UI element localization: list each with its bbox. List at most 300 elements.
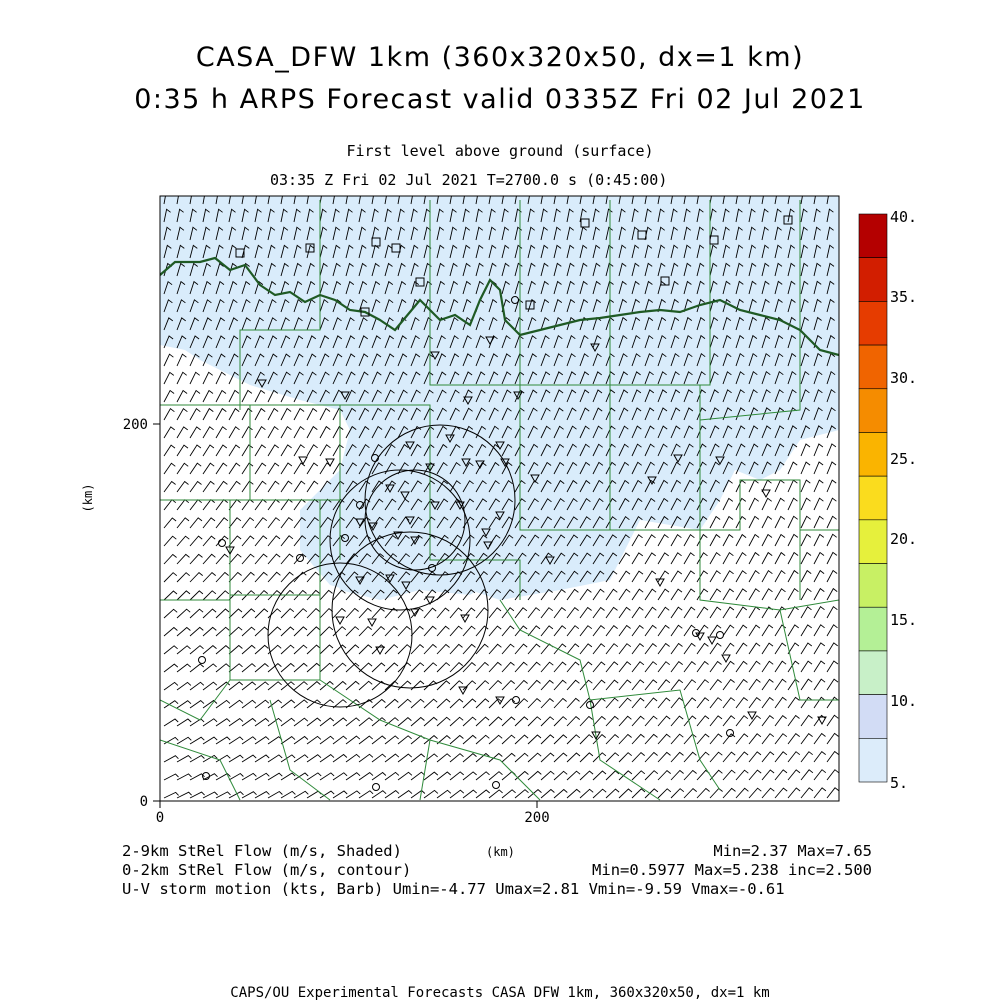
wind-barb (164, 555, 177, 565)
wind-barb (294, 409, 304, 421)
wind-barb (333, 682, 346, 691)
wind-barb (320, 718, 334, 726)
wind-barb (801, 715, 813, 726)
wind-barb (775, 553, 785, 564)
wind-barb (788, 480, 797, 492)
wind-barb (463, 626, 475, 636)
station-triangle (708, 637, 716, 644)
wind-barb (788, 752, 800, 762)
county-line (780, 610, 839, 700)
wind-barb (359, 608, 372, 618)
wind-barb (593, 626, 605, 636)
wind-barb (580, 608, 592, 619)
wind-barb (632, 571, 643, 582)
wind-barb (281, 445, 292, 456)
wind-barb (242, 481, 253, 492)
wind-barb (216, 591, 229, 600)
wind-barb (736, 571, 747, 582)
wind-barb (190, 682, 204, 690)
wind-barb (268, 554, 280, 564)
wind-barb (281, 572, 293, 582)
wind-barb (684, 535, 694, 546)
wind-barb (346, 736, 360, 744)
wind-barb (684, 607, 695, 618)
wind-barb (177, 701, 191, 708)
wind-barb (359, 627, 372, 636)
wind-barb (632, 553, 643, 564)
wind-barb (164, 354, 173, 366)
wind-barb (385, 663, 398, 672)
wind-barb (541, 717, 554, 726)
wind-barb (164, 737, 178, 744)
wind-barb (203, 445, 214, 456)
wind-barb (307, 736, 321, 744)
wind-barb (255, 500, 267, 511)
wind-barb (242, 773, 256, 780)
wind-barb (749, 788, 761, 798)
wind-barb (437, 663, 450, 672)
wind-barb (528, 753, 541, 762)
county-line (420, 740, 430, 800)
county-line (270, 700, 330, 800)
wind-barb (528, 735, 541, 744)
wind-barb (216, 664, 230, 672)
wind-barb (164, 591, 177, 600)
wind-barb (385, 736, 399, 744)
wind-barb (554, 717, 567, 726)
wind-barb (671, 589, 682, 600)
wind-barb (411, 626, 424, 636)
wind-barb (372, 791, 386, 798)
wind-barb (424, 626, 436, 636)
wind-barb (515, 717, 528, 726)
wind-barb (372, 700, 385, 709)
wind-barb (294, 554, 306, 564)
wind-barb (606, 662, 618, 672)
wind-barb (320, 609, 333, 618)
wind-barb (255, 664, 269, 672)
wind-barb (476, 699, 489, 708)
wind-barb (554, 608, 566, 618)
wind-barb (281, 664, 294, 673)
wind-barb (177, 482, 189, 493)
wind-barb (827, 643, 838, 654)
wind-barb (801, 516, 811, 528)
station-triangle (762, 490, 770, 497)
wind-barb (658, 589, 669, 600)
wind-barb (372, 663, 385, 672)
wind-barb (762, 589, 773, 600)
wind-barb (437, 754, 451, 762)
wind-barb (827, 552, 837, 564)
wind-barb (541, 680, 554, 690)
x-tick-label-200: 200 (524, 810, 550, 826)
wind-barb (203, 682, 217, 690)
wind-barb (450, 608, 462, 618)
wind-barb (164, 445, 175, 456)
wind-barb (203, 372, 213, 384)
wind-barb (567, 608, 579, 618)
wind-barb (164, 409, 174, 420)
colorbar-label-5: 5. (890, 774, 909, 792)
wind-barb (554, 753, 567, 762)
wind-barb (398, 627, 411, 637)
wind-barb (281, 481, 292, 492)
wind-barb (762, 498, 772, 510)
colorbar-box (859, 695, 887, 739)
wind-barb (268, 463, 279, 474)
colorbar-box (859, 564, 887, 608)
wind-barb (333, 736, 347, 744)
colorbar-label-10: 10. (890, 692, 918, 710)
wind-barb (489, 662, 502, 672)
wind-barb (801, 553, 811, 565)
wind-barb (190, 756, 204, 763)
wind-barb (697, 698, 709, 708)
wind-barb (749, 679, 760, 690)
wind-barb (203, 737, 217, 744)
colorbar-box (859, 389, 887, 433)
wind-barb (723, 517, 733, 529)
wind-barb (242, 755, 256, 762)
wind-barb (320, 663, 333, 672)
wind-barb (762, 734, 774, 744)
wind-barb (697, 553, 708, 564)
wind-barb (463, 644, 476, 654)
wind-barb (645, 698, 657, 708)
wind-barb (333, 408, 343, 420)
wind-barb (658, 789, 671, 798)
wind-barb (164, 536, 176, 546)
wind-barb (788, 516, 798, 528)
wind-barb (489, 772, 503, 780)
wind-barb (749, 607, 760, 618)
wind-barb (463, 790, 477, 798)
legend-shaded-range: Min=2.37 Max=7.65 (713, 842, 872, 860)
wind-barb (736, 480, 746, 492)
wind-barb (463, 754, 477, 762)
wind-barb (684, 553, 695, 564)
wind-barb (177, 646, 191, 654)
wind-barb (658, 662, 670, 672)
wind-barb (502, 717, 515, 726)
wind-barb (177, 591, 190, 600)
wind-barb (814, 770, 826, 780)
wind-barb (684, 680, 696, 690)
station-triangle (299, 457, 307, 464)
wind-barb (645, 607, 656, 618)
wind-barb (216, 409, 226, 420)
wind-barb (788, 697, 799, 708)
wind-barb (307, 663, 320, 672)
wind-barb (242, 572, 255, 582)
wind-barb (463, 772, 477, 780)
county-line (500, 600, 720, 790)
wind-barb (528, 644, 540, 654)
wind-barb (255, 737, 269, 744)
colorbar-box (859, 651, 887, 695)
wind-barb (788, 734, 800, 744)
wind-barb (697, 789, 710, 799)
wind-barb (814, 571, 824, 582)
wind-barb (489, 608, 501, 618)
colorbar-label-15: 15. (890, 611, 918, 629)
legend-shaded: 2-9km StRel Flow (m/s, Shaded) (122, 842, 402, 860)
wind-barb (814, 752, 826, 762)
wind-barb (723, 553, 733, 564)
wind-barb (281, 463, 292, 474)
wind-barb (528, 608, 540, 618)
wind-barb (671, 789, 684, 798)
wind-barb (814, 679, 825, 690)
wind-barb (632, 644, 644, 654)
wind-barb (372, 773, 386, 781)
wind-barb (632, 535, 643, 546)
wind-barb (229, 737, 243, 744)
wind-barb (827, 752, 839, 763)
wind-barb (749, 752, 761, 762)
wind-barb (307, 463, 318, 474)
wind-barb (775, 734, 787, 744)
wind-barb (567, 662, 579, 672)
wind-barb (697, 662, 709, 673)
wind-barb (242, 792, 257, 798)
wind-barb (762, 643, 773, 654)
wind-barb (723, 498, 733, 510)
wind-barb (736, 535, 746, 546)
wind-barb (476, 735, 489, 744)
wind-barb (164, 518, 176, 528)
wind-barb (658, 625, 669, 636)
wind-barb (268, 500, 280, 511)
wind-barb (619, 771, 632, 780)
wind-barb (736, 643, 747, 654)
wind-barb (437, 772, 451, 780)
wind-barb (697, 734, 709, 744)
wind-barb (437, 717, 450, 726)
wind-barb (216, 737, 230, 744)
wind-barb (723, 788, 736, 798)
wind-barb (216, 481, 227, 492)
wind-barb (736, 517, 746, 529)
wind-barb (775, 480, 784, 492)
wind-barb (281, 627, 294, 636)
wind-barb (658, 716, 670, 726)
wind-barb (736, 553, 746, 564)
wind-barb (320, 773, 334, 780)
wind-barb (515, 662, 527, 672)
wind-barb (177, 500, 189, 510)
wind-barb (632, 662, 644, 672)
wind-barb (177, 664, 191, 672)
wind-barb (398, 754, 412, 762)
wind-barb (307, 682, 320, 690)
wind-barb (684, 662, 696, 672)
wind-barb (593, 608, 605, 619)
wind-barb (216, 627, 229, 636)
wind-barb (762, 770, 774, 780)
wind-barb (216, 518, 228, 528)
wind-barb (450, 681, 463, 690)
wind-barb (411, 791, 425, 799)
wind-barb (268, 755, 282, 762)
wind-barb (307, 409, 317, 421)
wind-barb (242, 645, 255, 654)
wind-barb (801, 589, 811, 600)
station-circle (493, 782, 500, 789)
wind-barb (801, 607, 812, 618)
wind-barb (242, 719, 256, 727)
wind-barb (320, 645, 333, 654)
wind-barb (827, 661, 838, 672)
wind-barb (658, 644, 670, 655)
wind-barb (762, 716, 774, 726)
wind-barb (255, 427, 265, 438)
station-triangle (459, 687, 467, 694)
wind-barb (697, 643, 708, 654)
colorbar-label-35: 35. (890, 288, 918, 306)
wind-barb (177, 774, 192, 780)
wind-barb (606, 771, 619, 780)
wind-barb (164, 774, 179, 780)
wind-barb (255, 463, 266, 474)
wind-barb (502, 608, 514, 618)
wind-barb (697, 716, 709, 726)
station-triangle (722, 655, 730, 662)
wind-barb (671, 734, 683, 744)
colorbar-box (859, 607, 887, 651)
wind-barb (372, 736, 386, 744)
wind-barb (723, 571, 734, 582)
wind-barb (723, 535, 733, 546)
x-tick-label-0: 0 (155, 810, 165, 826)
wind-barb (190, 627, 203, 636)
wind-barb (619, 626, 631, 637)
wind-barb (229, 427, 240, 438)
station-circle (717, 632, 724, 639)
wind-barb (320, 409, 330, 421)
wind-barb (671, 625, 682, 636)
wind-barb (229, 390, 239, 402)
county-line (160, 500, 230, 600)
colorbar-box (859, 432, 887, 476)
wind-barb (814, 589, 824, 600)
wind-barb (190, 427, 201, 438)
wind-barb (229, 609, 242, 618)
wind-barb (736, 752, 748, 762)
wind-barb (762, 571, 772, 582)
wind-barb (814, 625, 825, 636)
wind-barb (203, 409, 213, 420)
wind-barb (242, 463, 253, 474)
wind-barb (749, 661, 760, 672)
wind-barb (827, 444, 836, 456)
wind-barb (710, 625, 721, 636)
wind-barb (645, 716, 657, 726)
wind-barb (216, 372, 226, 384)
wind-barb (554, 790, 567, 799)
wind-barb (346, 754, 360, 762)
wind-barb (255, 792, 269, 798)
wind-barb (580, 626, 592, 636)
wind-barb (541, 771, 554, 780)
wind-barb (606, 680, 618, 690)
wind-barb (775, 752, 787, 762)
wind-barb (164, 628, 177, 637)
wind-barb (463, 717, 476, 726)
wind-barb (268, 536, 280, 546)
wind-barb (528, 790, 542, 798)
wind-barb (684, 789, 697, 798)
wind-barb (502, 662, 515, 672)
wind-barb (684, 643, 695, 654)
wind-barb (190, 646, 204, 654)
wind-barb (177, 573, 190, 582)
wind-barb (645, 644, 657, 654)
wind-barb (619, 662, 631, 672)
wind-barb (827, 788, 839, 798)
wind-barb (697, 680, 709, 690)
wind-barb (268, 481, 279, 492)
wind-barb (190, 536, 202, 546)
wind-barb (268, 445, 279, 456)
wind-barb (437, 699, 450, 708)
subtitle-time: 03:35 Z Fri 02 Jul 2021 T=2700.0 s (0:45:00) (270, 171, 668, 189)
wind-barb (762, 752, 774, 762)
wind-barb (359, 718, 373, 726)
wind-barb (229, 719, 243, 726)
wind-barb (177, 719, 191, 726)
wind-barb (450, 754, 464, 762)
wind-barb (749, 734, 761, 744)
wind-barb (515, 735, 528, 744)
wind-barb (489, 644, 501, 654)
wind-barb (489, 681, 502, 690)
wind-barb (216, 646, 229, 654)
colorbar-label-20: 20. (890, 530, 918, 548)
wind-barb (268, 773, 282, 780)
wind-barb (190, 372, 200, 384)
wind-barb (255, 682, 269, 690)
wind-barb (385, 754, 399, 762)
wind-barb (684, 589, 695, 600)
wind-barb (411, 645, 424, 654)
wind-barb (645, 680, 657, 690)
wind-barb (294, 737, 308, 745)
wind-barb (320, 736, 334, 744)
wind-barb (268, 390, 278, 402)
colorbar-box (859, 258, 887, 302)
wind-barb (437, 790, 451, 798)
wind-barb (177, 737, 191, 744)
wind-barb (502, 626, 514, 636)
wind-barb (450, 626, 462, 636)
wind-barb (814, 788, 826, 798)
wind-barb (567, 717, 580, 726)
wind-barb (333, 645, 346, 654)
wind-barb (268, 682, 282, 690)
wind-barb (788, 571, 798, 582)
wind-barb (255, 645, 268, 654)
wind-barb (658, 698, 670, 708)
county-line (590, 700, 660, 800)
wind-barb (827, 607, 837, 618)
wind-barb (801, 625, 812, 636)
wind-barb (723, 698, 735, 708)
wind-barb (541, 626, 553, 636)
wind-barb (216, 391, 226, 403)
wind-barb (164, 391, 174, 403)
